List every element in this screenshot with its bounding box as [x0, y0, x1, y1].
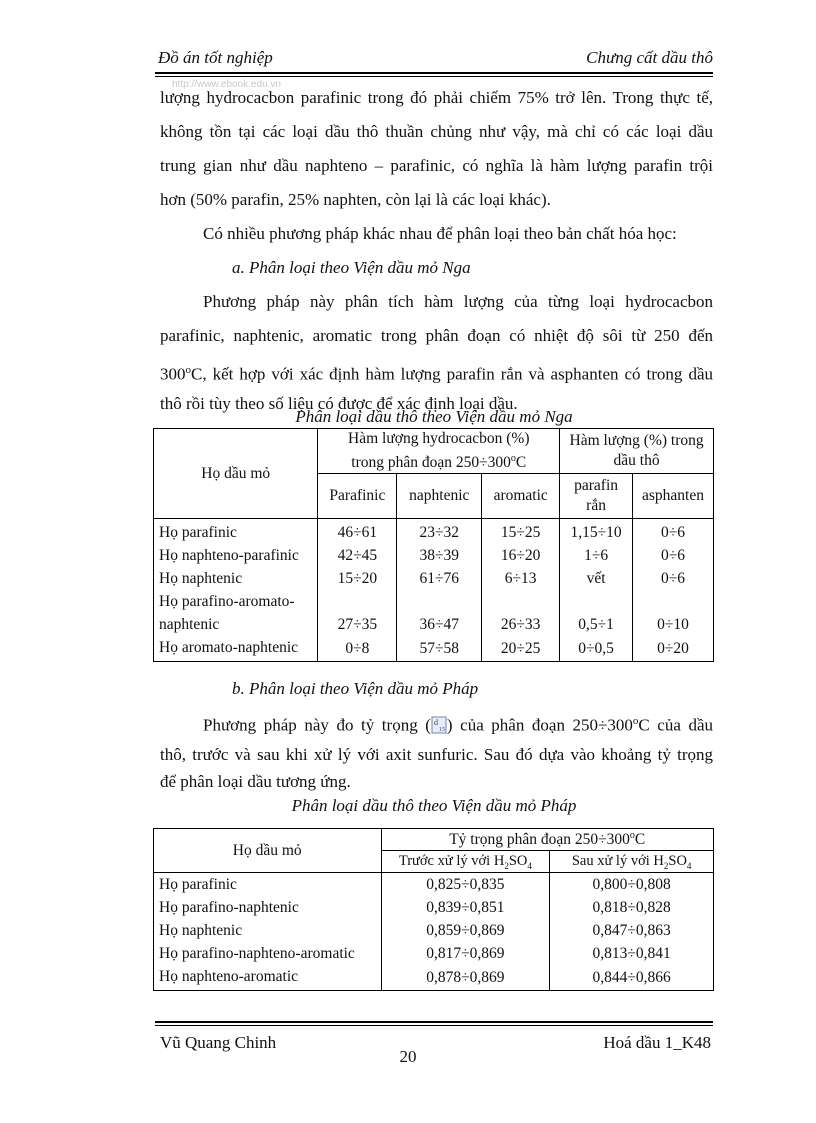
para2-line4: thô rồi tùy theo số liệu có được để xác định loại dầu. — [160, 394, 518, 413]
header-left: Đồ án tốt nghiệp — [158, 48, 273, 67]
para1-line1: lượng hydrocacbon parafinic trong đó phải chiếm 75% trở lên. Trong thực tế, — [160, 88, 713, 107]
group-density-header: Tỷ trọng phân đoạn $250\div 300^oC$ — [381, 829, 714, 851]
sub-header-aromatic: aromatic — [482, 474, 560, 519]
para1-line4: hơn (50% parafin, 25% naphten, còn lại là các loại khác). — [160, 190, 551, 209]
french-classification-table — [153, 828, 714, 991]
header-right: Chưng cất dầu thô — [586, 48, 713, 67]
para2-line3: 300$^o$C, kết hợp với xác định hàm lượng parafin rắn và asphanten có trong dầu — [160, 364, 713, 384]
sub-header-parafin-ran: parafin rắn — [560, 474, 633, 519]
para2-line1: Phương pháp này phân tích hàm lượng của từng loại hydrocacbon — [203, 292, 713, 311]
density-formula-icon — [431, 716, 447, 734]
page-number: 20 — [399, 1047, 417, 1066]
table-row: Họ naphteno-parafinic 42÷45 38÷39 16÷20 1÷6 0÷6 — [154, 544, 714, 567]
intro-text: Có nhiều phương pháp khác nhau để phân loại theo bản chất hóa học: — [203, 224, 677, 243]
footer-class: Hoá dầu 1_K48 — [603, 1033, 711, 1052]
table-row: Họ parafino-naphteno-aromatic 0,817÷0,869 0,813÷0,841 — [154, 942, 714, 965]
table-row: Họ parafinic 0,825÷0,835 0,800÷0,808 — [154, 873, 714, 897]
section-b-heading: b. Phân loại theo Viện dầu mỏ Pháp — [232, 679, 479, 698]
russian-classification-table — [153, 428, 714, 662]
table-row: Họ parafino-aromato- naphtenic 27÷35 36÷47 26÷33 0,5÷1 0÷10 — [154, 590, 714, 636]
table-row: Họ aromato-naphtenic 0÷8 57÷58 20÷25 0÷0,5 0÷20 — [154, 636, 714, 662]
footer-author: Vũ Quang Chinh — [160, 1033, 277, 1052]
sub-header-parafinic: Parafinic — [318, 474, 397, 519]
para1-line2: không tồn tại các loại dầu thô thuần chủng như vậy, mà chỉ có các loại dầu — [160, 122, 713, 141]
table-row: Họ parafinic 46÷61 23÷32 15÷25 1,15÷10 0÷6 — [154, 519, 714, 545]
table-row: Họ naphtenic 15÷20 61÷76 6÷13 vết 0÷6 — [154, 567, 714, 590]
table1-caption: Phân loại dầu thô theo Viện dầu mỏ Nga — [295, 407, 573, 426]
sub-header-before: Trước xử lý với $H_2SO_4$ — [381, 851, 550, 873]
para3-line3: để phân loại dầu tương ứng. — [160, 772, 351, 791]
svg-text:d: d — [433, 717, 438, 727]
para2-line2: parafinic, naphtenic, aromatic trong phân đoạn có nhiệt độ sôi từ 250 đến — [160, 326, 713, 345]
sub-header-naphtenic: naphtenic — [397, 474, 482, 519]
table-row: Họ parafino-naphtenic 0,839÷0,851 0,818÷0,828 — [154, 896, 714, 919]
sub-header-asphanten: asphanten — [633, 474, 714, 519]
col-family-header: Họ dầu mỏ — [154, 829, 382, 873]
table-row: Họ naphtenic 0,859÷0,869 0,847÷0,863 — [154, 919, 714, 942]
footer-rule-thin — [155, 1025, 713, 1026]
table-row: Họ naphteno-aromatic 0,878÷0,869 0,844÷0,866 — [154, 965, 714, 991]
header-rule — [155, 72, 713, 74]
group-crude-header: Hàm lượng (%) trong dầu thô — [560, 429, 714, 474]
svg-text:15: 15 — [438, 726, 445, 733]
para1-line3: trung gian như dầu naphteno – parafinic, có nghĩa là hàm lượng parafin trội — [160, 156, 713, 175]
section-a-heading: a. Phân loại theo Viện dầu mỏ Nga — [232, 258, 471, 277]
sub-header-after: Sau xử lý với $H_2SO_4$ — [550, 851, 714, 873]
para3-line1: Phương pháp này đo tỷ trọng ( d 15 ) của phân đoạn $250\div 300^oC$ của dầu — [203, 715, 713, 735]
para3-line2: thô, trước và sau khi xử lý với axit sunfuric. Sau đó dựa vào khoảng tỷ trọng — [160, 745, 713, 764]
col-family-header: Họ dầu mỏ — [154, 429, 318, 519]
group-hydrocarbon-header: Hàm lượng hydrocacbon (%) trong phân đoạn $250\div 300^oC$ — [318, 429, 560, 474]
header-rule-thin — [155, 76, 713, 77]
footer-rule — [155, 1021, 713, 1023]
table2-caption: Phân loại dầu thô theo Viện dầu mỏ Pháp — [291, 796, 577, 815]
watermark: http://www.ebook.edu.vn — [172, 79, 281, 90]
